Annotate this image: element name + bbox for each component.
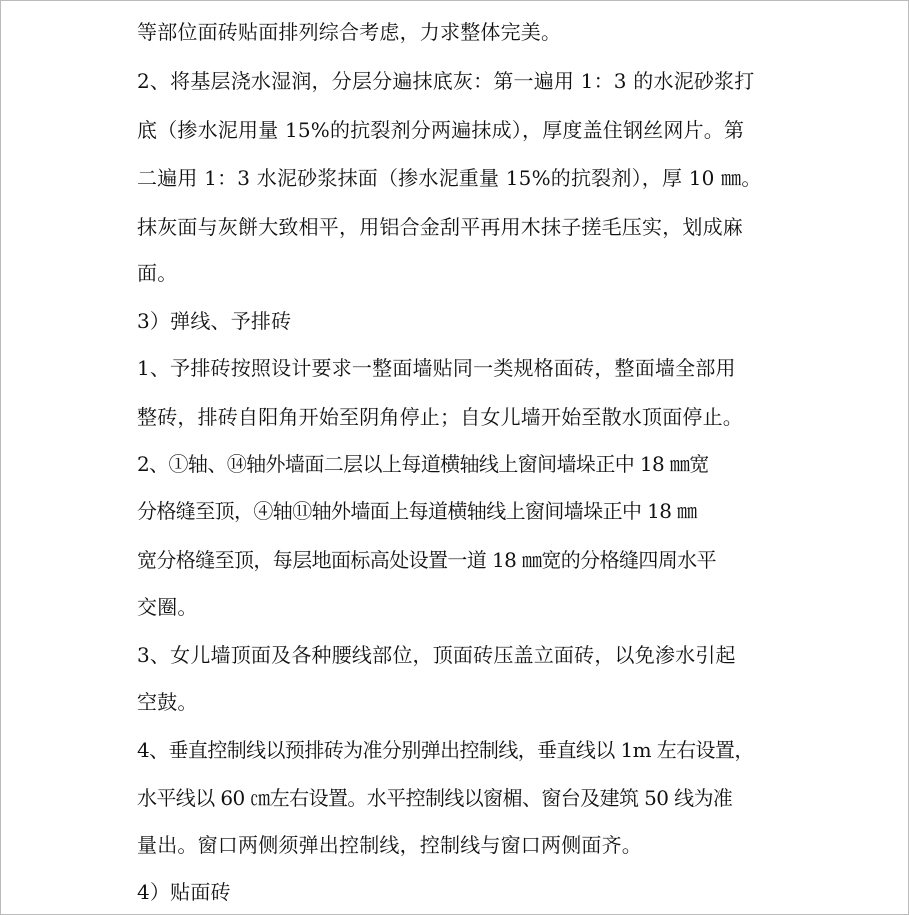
text-line-11: 分格缝至顶，④轴⑪轴外墙面上每道横轴线上窗间墙垛正中 18 ㎜ — [137, 499, 697, 523]
text-line-13: 交圈。 — [137, 595, 198, 619]
text-line-10: 2、①轴、⑭轴外墙面二层以上每道横轴线上窗间墙垛正中 18 ㎜宽 — [137, 452, 709, 476]
text-line-6: 面。 — [137, 261, 178, 285]
page-top-border — [0, 0, 909, 1]
text-line-14: 3、女儿墙顶面及各种腰线部位，顶面砖压盖立面砖，以免渗水引起 — [137, 643, 736, 667]
text-line-16: 4、垂直控制线以预排砖为准分别弹出控制线，垂直线以 1m 左右设置， — [137, 738, 754, 762]
section-heading-3: 3）弹线、予排砖 — [137, 309, 292, 333]
text-line-17: 水平线以 60 ㎝左右设置。水平控制线以窗楣、窗台及建筑 50 线为准 — [137, 786, 733, 810]
text-line-3: 底（掺水泥用量 15%的抗裂剂分两遍抹成），厚度盖住钢丝网片。第 — [137, 118, 745, 142]
page-left-border — [0, 0, 1, 915]
text-line-4: 二遍用 1：3 水泥砂浆抹面（掺水泥重量 15%的抗裂剂），厚 10 ㎜。 — [137, 166, 762, 190]
text-line-2: 2、将基层浇水湿润，分层分遍抹底灰：第一遍用 1：3 的水泥砂浆打 — [137, 69, 755, 93]
text-line-8: 1、予排砖按照设计要求一整面墙贴同一类规格面砖，整面墙全部用 — [137, 356, 736, 380]
section-heading-4: 4）贴面砖 — [137, 880, 231, 904]
text-line-1: 等部位面砖贴面排列综合考虑，力求整体完美。 — [137, 20, 562, 44]
text-line-5: 抹灰面与灰餅大致相平，用铝合金刮平再用木抹子搓毛压实，划成麻 — [137, 215, 743, 239]
text-line-12: 宽分格缝至顶，每层地面标高处设置一道 18 ㎜宽的分格缝四周水平 — [137, 548, 716, 572]
text-line-9: 整砖，排砖自阳角开始至阴角停止；自女儿墙开始至散水顶面停止。 — [137, 405, 743, 429]
text-line-15: 空鼓。 — [137, 690, 198, 714]
text-line-18: 量出。窗口两侧须弹出控制线，控制线与窗口两侧面齐。 — [137, 833, 642, 857]
